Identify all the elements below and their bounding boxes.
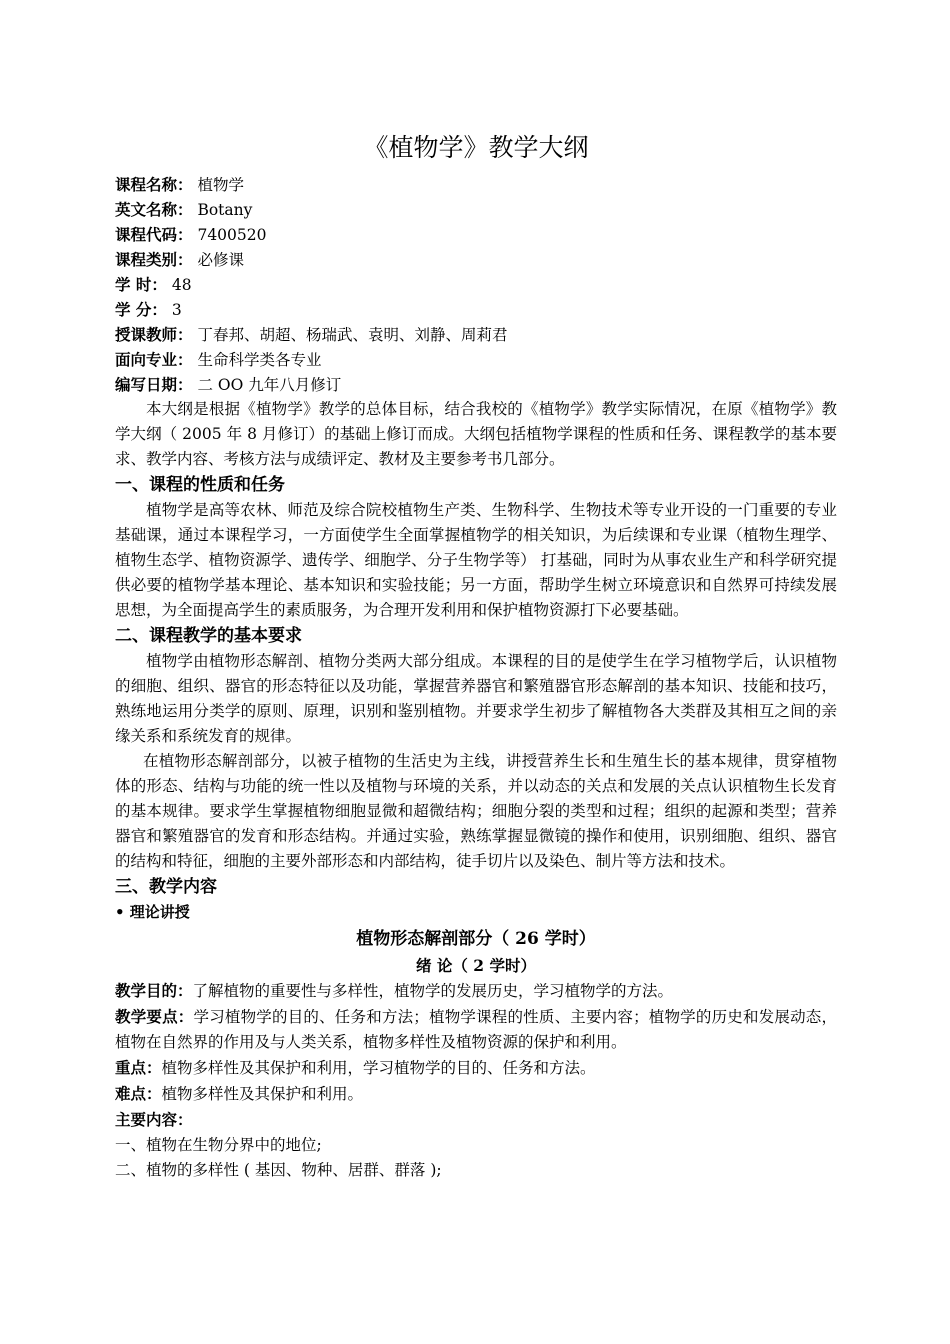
content-item: 二、植物的多样性 ( 基因、物种、居群、群落 ); (115, 1161, 442, 1179)
meta-key: 学 分： (115, 300, 167, 319)
meta-value: 3 (171, 301, 182, 319)
bullet-item: • 理论讲授 (115, 903, 190, 921)
meta-value: 48 (171, 276, 192, 294)
meta-row (115, 297, 837, 322)
meta-value: Botany (197, 201, 253, 219)
meta-key: 学 时： (115, 275, 167, 294)
meta-key: 编写日期： (115, 375, 193, 394)
points-line (115, 1004, 837, 1055)
section-paragraph: 植物学是高等农林、师范及综合院校植物生产类、生物科学、生物技术等专业开设的一门重要的专业基础课，通过本课程学习，一方面使学生全面掌握植物学的相关知识，为后续课和专业课（植物生理学、植物生态学、植物资源学、遗传学、细胞学、分子生物学等） 打基础，同时为从事农业生产和科学研究提供必要的植物学基本理论、基本知识和实验技能；另一方面，帮助学生树立环境意识和自然界可持续发展思想，为全面提高学生的素质服务，为合理开发利用和保护植物资源打下必要基础。 (115, 501, 837, 619)
part-title: 植物形态解剖部分（ 26 学时） (356, 929, 596, 949)
intro-paragraph: 本大纲是根据《植物学》教学的总体目标，结合我校的《植物学》教学实际情况，在原《植物学》教学大纲（ 2005 年 8 月修订）的基础上修订而成。大纲包括植物学课程的性质和任务、课程教学的基本要求、教学内容、考核方法与成绩评定、教材及主要参考书几部分。 (115, 400, 837, 468)
points-key: 教学要点： (115, 1007, 194, 1026)
objective-key: 教学目的： (115, 981, 193, 1000)
meta-row (115, 372, 837, 397)
section-heading: 三、教学内容 (115, 877, 217, 897)
content-line (115, 1107, 837, 1133)
objective-line (115, 978, 837, 1004)
meta-row (115, 172, 837, 197)
meta-value: 植物学 (197, 176, 244, 194)
course-meta (115, 172, 837, 397)
meta-row (115, 247, 837, 272)
meta-row (115, 347, 837, 372)
section-paragraph: 在植物形态解剖部分，以被子植物的生活史为主线，讲授营养生长和生殖生长的基本规律，贯穿植物体的形态、结构与功能的统一性以及植物与环境的关系，并以动态的关点和发展的关点认识植物生长发育的基本规律。要求学生掌握植物细胞显微和超微结构；细胞分裂的类型和过程；组织的起源和类型；营养器官和繁殖器官的发育和形态结构。并通过实验，熟练掌握显微镜的操作和使用，识别细胞、组织、器官的结构和特征，细胞的主要外部形态和内部结构，徒手切片以及染色、制片等方法和技术。 (115, 752, 837, 870)
content-key: 主要内容： (115, 1110, 193, 1129)
chapter-title: 绪 论（ 2 学时） (416, 956, 536, 975)
points-text: 学习植物学的目的、任务和方法；植物学课程的性质、主要内容；植物学的历史和发展动态，植物在自然界的作用及与人类关系，植物多样性及植物资源的保护和利用。 (115, 1008, 837, 1051)
meta-key: 课程名称： (115, 175, 193, 194)
section-heading: 二、课程教学的基本要求 (115, 626, 302, 646)
section-heading: 一、课程的性质和任务 (115, 475, 285, 495)
meta-row (115, 222, 837, 247)
focus-key: 重点： (115, 1058, 162, 1077)
meta-key: 英文名称： (115, 200, 193, 219)
focus-line (115, 1055, 837, 1081)
difficulty-text: 植物多样性及其保护和利用。 (161, 1085, 364, 1103)
meta-row (115, 322, 837, 347)
meta-row (115, 197, 837, 222)
meta-value: 生命科学类各专业 (197, 351, 322, 369)
difficulty-line (115, 1081, 837, 1107)
meta-value: 二 OO 九年八月修订 (197, 376, 342, 394)
meta-value: 必修课 (197, 251, 244, 269)
meta-key: 授课教师： (115, 325, 193, 344)
section-paragraph: 植物学由植物形态解剖、植物分类两大部分组成。本课程的目的是使学生在学习植物学后，认识植物的细胞、组织、器官的形态特征以及功能，掌握营养器官和繁殖器官形态解剖的基本知识、技能和技巧，熟练地运用分类学的原则、原理，识别和鉴别植物。并要求学生初步了解植物各大类群及其相互之间的亲缘关系和系统发育的规律。 (115, 652, 837, 745)
focus-text: 植物多样性及其保护和利用，学习植物学的目的、任务和方法。 (161, 1059, 596, 1077)
difficulty-key: 难点： (115, 1084, 162, 1103)
meta-key: 课程代码： (115, 225, 193, 244)
meta-key: 课程类别： (115, 250, 193, 269)
meta-value: 7400520 (197, 226, 267, 244)
document-title: 《植物学》教学大纲 (363, 133, 589, 162)
meta-row (115, 272, 837, 297)
meta-value: 丁春邦、胡超、杨瑞武、袁明、刘静、周莉君 (197, 326, 508, 344)
content-item: 一、植物在生物分界中的地位; (115, 1136, 322, 1154)
document-page (115, 128, 837, 1183)
meta-key: 面向专业： (115, 350, 193, 369)
objective-text: 了解植物的重要性与多样性，植物学的发展历史，学习植物学的方法。 (192, 982, 674, 1000)
